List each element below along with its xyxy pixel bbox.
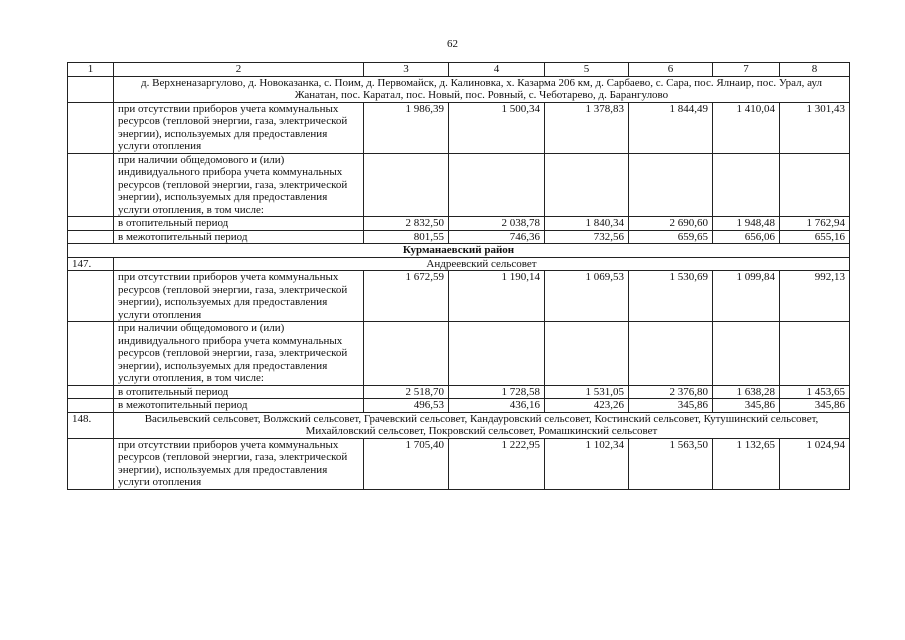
value-cell: 655,16 [780, 230, 850, 244]
value-cell: 1 024,94 [780, 438, 850, 489]
value-cell: 1 531,05 [545, 385, 629, 399]
value-cell: 2 038,78 [449, 217, 545, 231]
value-cell: 1 705,40 [364, 438, 449, 489]
value-cell: 423,26 [545, 399, 629, 413]
value-cell: 2 832,50 [364, 217, 449, 231]
value-cell: 345,86 [629, 399, 713, 413]
value-cell: 1 672,59 [364, 271, 449, 322]
table-row [68, 399, 850, 413]
header-cell: 7 [713, 63, 780, 77]
value-cell: 656,06 [713, 230, 780, 244]
value-cell: 1 500,34 [449, 102, 545, 153]
value-cell: 1 132,65 [713, 438, 780, 489]
page-number: 62 [447, 38, 458, 50]
value-cell: 801,55 [364, 230, 449, 244]
header-row [68, 63, 850, 77]
district-title: Курманаевский район [68, 244, 850, 258]
table-row [68, 102, 850, 153]
value-cell: 1 530,69 [629, 271, 713, 322]
value-cell: 1 099,84 [713, 271, 780, 322]
district-row [68, 244, 850, 258]
value-cell: 345,86 [713, 399, 780, 413]
value-cell: 1 453,65 [780, 385, 850, 399]
row-label: при отсутствии приборов учета коммунальных ресурсов (тепловой энергии, газа, электрической энергии), используемых для предоставления услуги отопления [114, 438, 364, 489]
value-cell: 1 301,43 [780, 102, 850, 153]
value-cell: 732,56 [545, 230, 629, 244]
header-cell: 8 [780, 63, 850, 77]
row-label: при отсутствии приборов учета коммунальных ресурсов (тепловой энергии, газа, электрической энергии), используемых для предоставления услуги отопления [114, 102, 364, 153]
value-cell: 436,16 [449, 399, 545, 413]
table-row [68, 322, 850, 386]
row-label: при наличии общедомового и (или) индивидуального прибора учета коммунальных ресурсов (тепловой энергии, газа, электрической энергии), используемых для предоставления услуги отопления, в том числе: [114, 322, 364, 386]
places-list: д. Верхненазаргулово, д. Новоказанка, с. Поим, д. Первомайск, д. Калиновка, х. Казарма 206 км, д. Сарбаево, с. Сара, пос. Ялнаир, пос. Урал, аул Жанатан, пос. Каратал, пос. Новый, пос. Ровный, с. Чеботарево, д. Барангулово [114, 76, 850, 102]
value-cell: 1 190,14 [449, 271, 545, 322]
header-cell: 3 [364, 63, 449, 77]
row-label: в отопительный период [114, 385, 364, 399]
table-row [68, 271, 850, 322]
settlement-name: Васильевский сельсовет, Волжский сельсовет, Грачевский сельсовет, Кандауровский сельсовет, Костинский сельсовет, Кутушинский сельсовет, Михайловский сельсовет, Покровский сельсовет, Ромашкинский сельсовет [114, 412, 850, 438]
value-cell: 1 844,49 [629, 102, 713, 153]
table-row [68, 385, 850, 399]
table-row [68, 153, 850, 217]
row-number: 147. [68, 257, 114, 271]
row-label: при наличии общедомового и (или) индивидуального прибора учета коммунальных ресурсов (тепловой энергии, газа, электрической энергии), используемых для предоставления услуги отопления, в том числе: [114, 153, 364, 217]
value-cell: 1 069,53 [545, 271, 629, 322]
value-cell: 1 638,28 [713, 385, 780, 399]
value-cell: 1 728,58 [449, 385, 545, 399]
table-row [68, 438, 850, 489]
table-row [68, 217, 850, 231]
row-label: в межотопительный период [114, 230, 364, 244]
header-cell: 1 [68, 63, 114, 77]
settlement-row [68, 412, 850, 438]
value-cell: 345,86 [780, 399, 850, 413]
row-label: в отопительный период [114, 217, 364, 231]
value-cell: 1 762,94 [780, 217, 850, 231]
value-cell: 1 986,39 [364, 102, 449, 153]
header-cell: 4 [449, 63, 545, 77]
value-cell: 1 102,34 [545, 438, 629, 489]
row-label: в межотопительный период [114, 399, 364, 413]
value-cell: 746,36 [449, 230, 545, 244]
header-cell: 5 [545, 63, 629, 77]
tariff-table [67, 62, 850, 490]
header-cell: 2 [114, 63, 364, 77]
settlement-row [68, 257, 850, 271]
row-number: 148. [68, 412, 114, 438]
value-cell: 659,65 [629, 230, 713, 244]
value-cell: 2 376,80 [629, 385, 713, 399]
places-row [68, 76, 850, 102]
value-cell: 1 222,95 [449, 438, 545, 489]
row-label: при отсутствии приборов учета коммунальных ресурсов (тепловой энергии, газа, электрической энергии), используемых для предоставления услуги отопления [114, 271, 364, 322]
value-cell: 2 518,70 [364, 385, 449, 399]
value-cell: 2 690,60 [629, 217, 713, 231]
header-cell: 6 [629, 63, 713, 77]
value-cell: 1 563,50 [629, 438, 713, 489]
value-cell: 1 378,83 [545, 102, 629, 153]
value-cell: 496,53 [364, 399, 449, 413]
settlement-name: Андреевский сельсовет [114, 257, 850, 271]
value-cell: 992,13 [780, 271, 850, 322]
value-cell: 1 410,04 [713, 102, 780, 153]
value-cell: 1 948,48 [713, 217, 780, 231]
value-cell: 1 840,34 [545, 217, 629, 231]
table-row [68, 230, 850, 244]
